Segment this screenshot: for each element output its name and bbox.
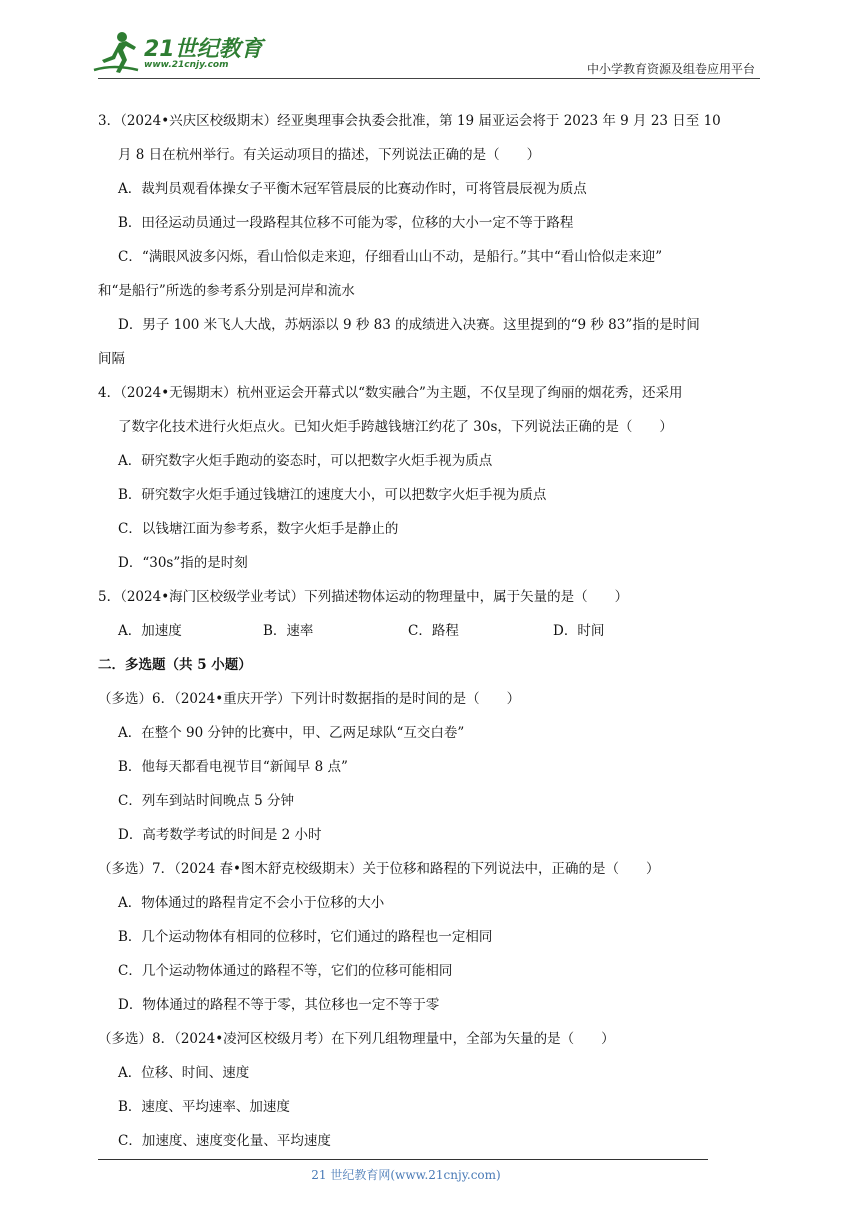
question-8-option-a: A．位移、时间、速度 xyxy=(118,1065,250,1081)
question-3-option-d-cont: 间隔 xyxy=(98,351,125,367)
question-8-option-c: C．加速度、速度变化量、平均速度 xyxy=(118,1133,331,1149)
question-4-option-a: A．研究数字火炬手跑动的姿态时，可以把数字火炬手视为质点 xyxy=(118,453,493,469)
question-6-option-a: A．在整个 90 分钟的比赛中，甲、乙两足球队“互交白卷” xyxy=(118,725,465,741)
question-4-stem-cont: 了数字化技术进行火炬点火。已知火炬手跨越钱塘江约花了 30s，下列说法正确的是（ ） xyxy=(118,419,673,435)
question-8-stem: （多选）8．（2024•凌河区校级月考）在下列几组物理量中，全部为矢量的是（ ） xyxy=(98,1031,615,1047)
question-7-option-c: C．几个运动物体通过的路程不等，它们的位移可能相同 xyxy=(118,963,453,979)
question-8-option-b: B．速度、平均速率、加速度 xyxy=(118,1099,290,1115)
question-6-option-c: C．列车到站时间晚点 5 分钟 xyxy=(118,793,295,809)
platform-name: 中小学教育资源及组卷应用平台 xyxy=(586,62,755,76)
question-6-option-b: B．他每天都看电视节目“新闻早 8 点” xyxy=(118,759,348,775)
runner-logo-icon xyxy=(92,30,142,76)
page-footer xyxy=(0,1166,860,1183)
question-3-option-d: D．男子 100 米飞人大战，苏炳添以 9 秒 83 的成绩进入决赛。这里提到的“9 秒 83”指的是时间 xyxy=(118,317,700,333)
logo-url: www.21cnjy.com xyxy=(144,60,229,70)
question-4-option-c: C．以钱塘江面为参考系，数字火炬手是静止的 xyxy=(118,521,399,537)
question-5-option-c: C．路程 xyxy=(408,623,459,639)
question-6-stem: （多选）6．（2024•重庆开学）下列计时数据指的是时间的是（ ） xyxy=(98,691,521,707)
question-3-option-c: C．“满眼风波多闪烁，看山恰似走来迎，仔细看山山不动，是船行。”其中“看山恰似走来迎” xyxy=(118,249,663,265)
question-5-option-a: A．加速度 xyxy=(118,623,182,639)
question-4-option-b: B．研究数字火炬手通过钱塘江的速度大小，可以把数字火炬手视为质点 xyxy=(118,487,547,503)
question-7-option-d: D．物体通过的路程不等于零，其位移也一定不等于零 xyxy=(118,997,440,1013)
question-7-option-b: B．几个运动物体有相同的位移时，它们通过的路程也一定相同 xyxy=(118,929,493,945)
question-4-option-d: D．“30s”指的是时刻 xyxy=(118,555,248,571)
section-heading: 二．多选题（共 5 小题） xyxy=(98,657,252,673)
question-5-options xyxy=(98,614,768,648)
footer-link[interactable]: 21 世纪教育网(www.21cnjy.com) xyxy=(311,1168,501,1182)
question-5-option-d: D．时间 xyxy=(553,623,605,639)
question-4-stem: 4．（2024•无锡期末）杭州亚运会开幕式以“数实融合”为主题，不仅呈现了绚丽的烟花秀，还采用 xyxy=(98,385,683,401)
question-3-option-c-cont: 和“是船行”所选的参考系分别是河岸和流水 xyxy=(98,283,355,299)
question-7-option-a: A．物体通过的路程肯定不会小于位移的大小 xyxy=(118,895,385,911)
header-divider xyxy=(98,78,760,79)
question-3-option-b: B．田径运动员通过一段路程其位移不可能为零，位移的大小一定不等于路程 xyxy=(118,215,574,231)
page-header xyxy=(0,0,860,90)
question-list xyxy=(98,104,768,1158)
question-6-option-d: D．高考数学考试的时间是 2 小时 xyxy=(118,827,322,843)
question-3-stem: 3．（2024•兴庆区校级期末）经亚奥理事会执委会批准，第 19 届亚运会将于 2023 年 9 月 23 日至 10 xyxy=(98,113,721,129)
logo-title: 21世纪教育 xyxy=(144,37,263,62)
question-7-stem: （多选）7．（2024 春•图木舒克校级期末）关于位移和路程的下列说法中，正确的是（ ） xyxy=(98,861,660,877)
question-3-stem-cont: 月 8 日在杭州举行。有关运动项目的描述，下列说法正确的是（ ） xyxy=(118,147,541,163)
footer-divider xyxy=(98,1159,708,1160)
logo xyxy=(92,30,272,80)
question-3-option-a: A．裁判员观看体操女子平衡木冠军管晨辰的比赛动作时，可将管晨辰视为质点 xyxy=(118,181,587,197)
question-5-stem: 5．（2024•海门区校级学业考试）下列描述物体运动的物理量中，属于矢量的是（ ） xyxy=(98,589,629,605)
question-5-option-b: B．速率 xyxy=(263,623,314,639)
